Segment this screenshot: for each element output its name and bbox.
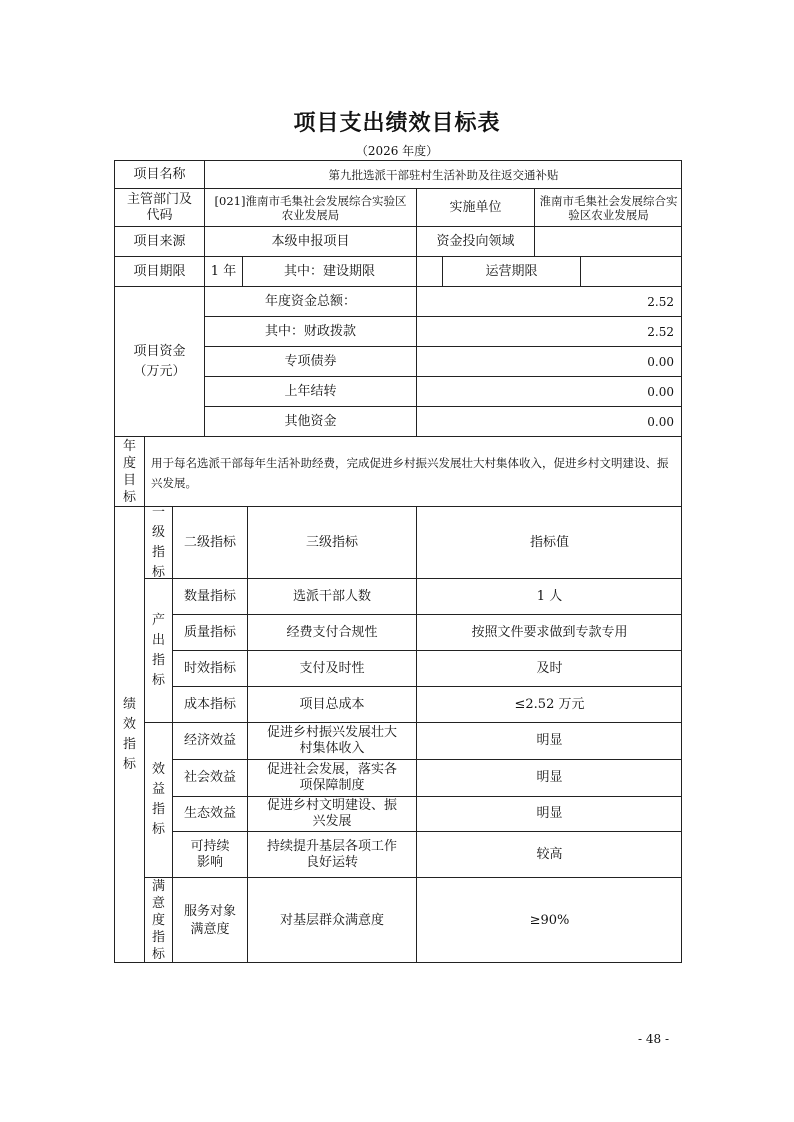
indicator-l2: 数量指标 [173, 579, 248, 615]
funds-row-label: 专项债券 [205, 347, 417, 377]
indicator-l2: 可持续影响 [173, 832, 248, 878]
indicators-label: 绩效指标 [115, 507, 145, 963]
unit-value: 淮南市毛集社会发展综合实验区农业发展局 [535, 189, 682, 227]
indicator-l3: 支付及时性 [248, 651, 417, 687]
indicator-value: 明显 [417, 760, 682, 797]
performance-table [114, 160, 682, 963]
indicator-value: 按照文件要求做到专款专用 [417, 615, 682, 651]
indicator-l3: 促进乡村振兴发展壮大村集体收入 [248, 723, 417, 760]
direction-label: 资金投向领域 [417, 227, 535, 257]
direction-value [535, 227, 682, 257]
indicator-l2: 成本指标 [173, 687, 248, 723]
op-label: 运营期限 [443, 257, 581, 287]
project-name-value: 第九批选派干部驻村生活补助及往返交通补贴 [205, 161, 682, 189]
source-label: 项目来源 [115, 227, 205, 257]
build-value [417, 257, 443, 287]
period-value: 1 年 [205, 257, 243, 287]
project-name-label: 项目名称 [115, 161, 205, 189]
group-satisfaction-label: 满意度指标 [145, 878, 173, 963]
page-title: 项目支出绩效目标表 [293, 111, 501, 136]
header-level3: 三级指标 [248, 507, 417, 579]
funds-row-label: 上年结转 [205, 377, 417, 407]
indicator-l3: 经费支付合规性 [248, 615, 417, 651]
indicator-value: 1 人 [417, 579, 682, 615]
dept-label: 主管部门及代码 [115, 189, 205, 227]
unit-label: 实施单位 [417, 189, 535, 227]
funds-row-value: 0.00 [417, 407, 682, 437]
indicator-l2: 社会效益 [173, 760, 248, 797]
indicator-value: 明显 [417, 797, 682, 832]
indicator-l3: 选派干部人数 [248, 579, 417, 615]
indicator-l2: 质量指标 [173, 615, 248, 651]
year-label: （2026 年度） [355, 144, 439, 158]
indicator-l3: 持续提升基层各项工作良好运转 [248, 832, 417, 878]
indicator-value: 及时 [417, 651, 682, 687]
indicator-l2: 服务对象满意度 [173, 878, 248, 963]
funds-row-label: 其他资金 [205, 407, 417, 437]
funds-row-label: 其中：财政拨款 [205, 317, 417, 347]
dept-value: [021]淮南市毛集社会发展综合实验区农业发展局 [205, 189, 417, 227]
indicator-value: ≤2.52 万元 [417, 687, 682, 723]
indicator-l2: 经济效益 [173, 723, 248, 760]
goal-label: 年度目标 [115, 437, 145, 507]
header-level1: 一级指标 [145, 507, 173, 579]
header-level2: 二级指标 [173, 507, 248, 579]
goal-text: 用于每名选派干部每年生活补助经费，完成促进乡村振兴发展壮大村集体收入，促进乡村文明建设、振兴发展。 [145, 437, 682, 507]
indicator-value: 明显 [417, 723, 682, 760]
op-value [581, 257, 682, 287]
funds-row-value: 0.00 [417, 347, 682, 377]
funds-row-value: 2.52 [417, 317, 682, 347]
indicator-l3: 项目总成本 [248, 687, 417, 723]
indicator-value: 较高 [417, 832, 682, 878]
build-label: 其中：建设期限 [243, 257, 417, 287]
indicator-l3: 促进社会发展，落实各项保障制度 [248, 760, 417, 797]
source-value: 本级申报项目 [205, 227, 417, 257]
indicator-l2: 时效指标 [173, 651, 248, 687]
funds-label: 项目资金（万元） [115, 287, 205, 437]
page-number: - 48 - [638, 1032, 670, 1046]
indicator-l3: 促进乡村文明建设、振兴发展 [248, 797, 417, 832]
funds-row-label: 年度资金总额： [205, 287, 417, 317]
group-benefit-label: 效益指标 [145, 723, 173, 878]
indicator-l2: 生态效益 [173, 797, 248, 832]
indicator-value: ≥90% [529, 912, 570, 928]
funds-row-value: 0.00 [417, 377, 682, 407]
funds-row-value: 2.52 [417, 287, 682, 317]
header-value: 指标值 [417, 507, 682, 579]
group-output-label: 产出指标 [145, 579, 173, 723]
indicator-l3: 对基层群众满意度 [248, 878, 417, 963]
period-label: 项目期限 [115, 257, 205, 287]
